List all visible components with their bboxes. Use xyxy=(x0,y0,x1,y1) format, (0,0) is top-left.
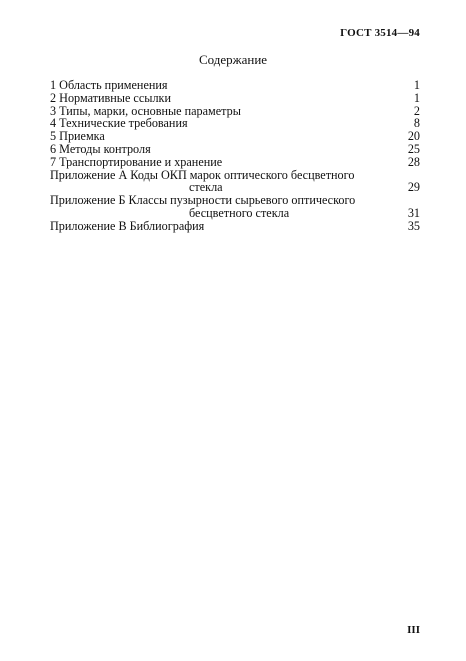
toc-entry-label: 4 Технические требования xyxy=(50,116,188,131)
toc-appendix-b[interactable] xyxy=(50,194,420,220)
toc-entry-label: 6 Методы контроля xyxy=(50,141,151,156)
toc-appendix-line1: Приложение А Коды ОКП марок оптического бесцветного xyxy=(50,167,355,182)
toc-appendix-page: 29 xyxy=(407,180,420,195)
toc-entry-label: 1 Область применения xyxy=(50,78,168,92)
toc-appendix-line1: Приложение В Библиография xyxy=(50,218,205,233)
toc-appendix-line2: стекла xyxy=(189,180,223,195)
standard-code: ГОСТ 3514—94 xyxy=(340,27,420,39)
toc-entry-page: 1 xyxy=(413,78,420,92)
toc-entry-4[interactable] xyxy=(50,117,420,130)
toc-appendix-label xyxy=(50,169,380,195)
toc-entry-2[interactable] xyxy=(50,92,420,105)
toc-entry-page: 8 xyxy=(413,116,420,131)
toc-appendix-page: 31 xyxy=(407,205,420,220)
toc-entry-page: 28 xyxy=(407,154,420,169)
page-number: III xyxy=(407,624,420,636)
table-of-contents xyxy=(50,79,420,233)
toc-entry-label: 3 Типы, марки, основные параметры xyxy=(50,103,241,118)
toc-entry-page: 25 xyxy=(407,141,420,156)
toc-appendix-label xyxy=(50,194,380,220)
toc-appendix-a[interactable] xyxy=(50,169,420,195)
toc-entry-1[interactable] xyxy=(50,79,420,92)
toc-appendix-page: 35 xyxy=(407,218,420,233)
toc-entry-page: 2 xyxy=(413,103,420,118)
toc-entry-page: 20 xyxy=(407,129,420,144)
toc-appendix-c[interactable] xyxy=(50,220,420,233)
page-title: Содержание xyxy=(198,52,268,67)
toc-entry-page: 1 xyxy=(413,90,420,105)
toc-appendix-line2: бесцветного стекла xyxy=(189,205,290,220)
toc-entry-6[interactable] xyxy=(50,143,420,156)
toc-appendix-line1: Приложение Б Классы пузырности сырьевого оптического xyxy=(50,193,356,208)
toc-entry-label: 7 Транспортирование и хранение xyxy=(50,154,223,169)
toc-entry-label: 5 Приемка xyxy=(50,129,105,144)
toc-entry-label: 2 Нормативные ссылки xyxy=(50,90,171,105)
